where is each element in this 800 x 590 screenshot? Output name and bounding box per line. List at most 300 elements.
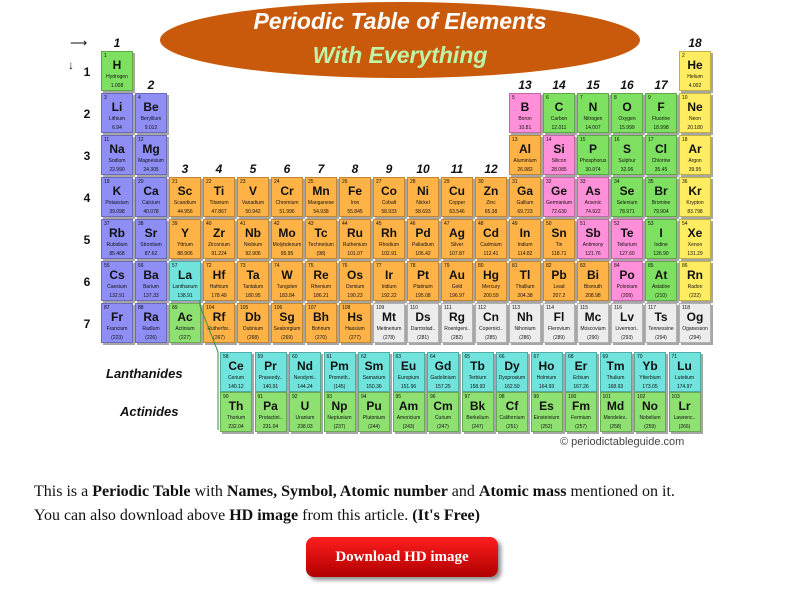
element-symbol: Ts xyxy=(654,310,668,324)
atomic-mass: 132.91 xyxy=(109,293,125,299)
atomic-mass: 178.49 xyxy=(211,293,227,299)
atomic-number: 88 xyxy=(138,305,144,311)
element-symbol: Tc xyxy=(314,226,328,240)
element-symbol: Sn xyxy=(551,226,567,240)
atomic-mass: 121.76 xyxy=(585,251,601,257)
element-cell-er xyxy=(565,352,597,392)
element-symbol: Cd xyxy=(483,226,499,240)
element-name: Cerium xyxy=(227,375,245,381)
atomic-number: 27 xyxy=(376,179,382,185)
atomic-number: 97 xyxy=(464,394,471,400)
element-name: Krypton xyxy=(686,200,704,206)
atomic-number: 30 xyxy=(478,179,484,185)
atomic-number: 7 xyxy=(580,95,583,101)
element-name: Moscovium xyxy=(580,326,606,332)
element-cell-bk xyxy=(462,392,494,432)
element-symbol: Sm xyxy=(364,359,384,373)
element-symbol: W xyxy=(281,268,293,282)
atomic-mass: 58.693 xyxy=(415,209,431,215)
atomic-number: 57 xyxy=(172,263,178,269)
element-symbol: Ni xyxy=(417,184,429,198)
atomic-number: 22 xyxy=(206,179,212,185)
atomic-mass: (281) xyxy=(417,335,429,341)
period-number: 1 xyxy=(83,65,91,79)
atomic-mass: (268) xyxy=(247,335,259,341)
atomic-number: 18 xyxy=(682,137,688,143)
atomic-mass: 51.996 xyxy=(279,209,295,215)
atomic-mass: (290) xyxy=(587,335,599,341)
element-cell-tb xyxy=(462,352,494,392)
element-symbol: Es xyxy=(539,399,554,413)
element-name: Palladium xyxy=(412,242,434,248)
atomic-mass: (222) xyxy=(689,293,701,299)
element-name: Aluminium xyxy=(513,158,537,164)
atomic-number: 13 xyxy=(512,137,518,143)
atomic-number: 118 xyxy=(682,305,690,311)
atomic-mass: 162.50 xyxy=(504,384,520,390)
element-symbol: Rb xyxy=(109,226,125,240)
element-symbol: Ga xyxy=(516,184,533,198)
element-symbol: Sc xyxy=(177,184,193,198)
element-name: Terbium xyxy=(468,375,487,381)
atomic-mass: (247) xyxy=(471,424,484,430)
atomic-mass: 164.93 xyxy=(538,384,555,390)
atomic-mass: 47.867 xyxy=(211,209,227,215)
atomic-mass: 158.93 xyxy=(469,384,486,390)
element-name: Thallium xyxy=(515,284,535,290)
atomic-number: 64 xyxy=(430,354,436,360)
atomic-number: 26 xyxy=(342,179,348,185)
atomic-number: 46 xyxy=(410,221,416,227)
element-symbol: As xyxy=(585,184,601,198)
element-symbol: Be xyxy=(143,100,159,114)
group-number: 18 xyxy=(688,36,702,50)
group-number: 13 xyxy=(518,78,532,92)
element-name: Yttrium xyxy=(177,242,193,248)
element-cell-ce xyxy=(220,352,252,392)
element-symbol: Fe xyxy=(347,184,362,198)
atomic-number: 93 xyxy=(326,394,333,400)
element-symbol: La xyxy=(177,268,192,282)
period-number: 4 xyxy=(83,191,91,205)
element-name: Beryllium xyxy=(140,116,162,122)
element-name: Rutherfor.. xyxy=(207,326,231,332)
atomic-number: 52 xyxy=(614,221,620,227)
element-name: Barium xyxy=(143,284,159,290)
element-symbol: Ir xyxy=(384,268,393,282)
element-name: Molybdenum xyxy=(272,242,302,248)
element-symbol: Bi xyxy=(587,268,599,282)
element-symbol: Cu xyxy=(449,184,465,198)
atomic-mass: 44.956 xyxy=(177,209,193,215)
element-name: Plutonium xyxy=(362,415,386,421)
atomic-mass: 138.91 xyxy=(177,293,193,299)
atomic-number: 99 xyxy=(533,394,540,400)
element-name: Europium xyxy=(397,375,420,381)
atomic-number: 40 xyxy=(206,221,212,227)
credit-text: © periodictableguide.com xyxy=(560,436,685,448)
element-name: Thorium xyxy=(226,415,246,421)
atomic-number: 1 xyxy=(104,53,107,59)
atomic-mass: 107.87 xyxy=(449,251,465,257)
atomic-mass: (282) xyxy=(451,335,463,341)
element-cell-th xyxy=(220,392,252,432)
element-symbol: Ho xyxy=(538,359,555,373)
element-name: Hassium xyxy=(345,326,365,332)
element-symbol: Ru xyxy=(347,226,363,240)
atomic-mass: 72.630 xyxy=(551,209,567,215)
atomic-mass: 20.180 xyxy=(687,125,703,131)
element-symbol: Se xyxy=(619,184,635,198)
element-symbol: Ra xyxy=(143,310,159,324)
element-name: Americium xyxy=(396,415,421,421)
element-name: Polonium xyxy=(616,284,638,290)
element-symbol: Np xyxy=(331,399,348,413)
element-symbol: Md xyxy=(606,399,625,413)
element-name: Einsteinium xyxy=(533,415,560,421)
atomic-mass: 39.95 xyxy=(688,167,702,173)
atomic-number: 6 xyxy=(546,95,549,101)
atomic-mass: 167.26 xyxy=(573,384,589,390)
element-cell-cm xyxy=(427,392,459,432)
element-cell-nd xyxy=(289,352,321,392)
element-symbol: Pb xyxy=(551,268,567,282)
atomic-number: 33 xyxy=(580,179,586,185)
element-name: Silver xyxy=(450,242,464,248)
atomic-number: 44 xyxy=(342,221,348,227)
element-symbol: Re xyxy=(313,268,329,282)
element-name: Boron xyxy=(518,116,532,122)
period-number: 3 xyxy=(83,149,91,163)
atomic-number: 115 xyxy=(580,305,588,311)
element-name: Silicon xyxy=(551,158,567,164)
element-name: Nitrogen xyxy=(583,116,603,122)
element-name: Potassium xyxy=(105,200,129,206)
group-number: 5 xyxy=(249,162,257,176)
element-symbol: Nh xyxy=(517,310,533,324)
atomic-number: 92 xyxy=(292,394,298,400)
element-symbol: S xyxy=(622,142,631,156)
text-segment: with xyxy=(190,483,227,500)
atomic-mass: 157.25 xyxy=(435,384,451,390)
atomic-mass: 88.906 xyxy=(177,251,193,257)
element-symbol: Xe xyxy=(687,226,703,240)
element-symbol: Rh xyxy=(381,226,397,240)
atomic-mass: 102.91 xyxy=(381,251,397,257)
element-cell-lu xyxy=(669,352,701,392)
element-symbol: Y xyxy=(180,226,189,240)
atomic-mass: 92.906 xyxy=(245,251,261,257)
element-name: Platinum xyxy=(413,284,433,290)
group-number: 15 xyxy=(586,78,600,92)
element-name: Gallium xyxy=(516,200,534,206)
element-name: Seaborgium xyxy=(273,326,301,332)
element-cell-yb xyxy=(634,352,666,392)
element-symbol: I xyxy=(659,226,663,240)
atomic-number: 86 xyxy=(682,263,688,269)
element-name: Titanium xyxy=(209,200,229,206)
element-name: Californium xyxy=(499,415,525,421)
element-symbol: N xyxy=(588,100,598,114)
element-symbol: Pr xyxy=(264,359,277,373)
atomic-mass: 87.62 xyxy=(144,251,158,257)
atomic-number: 65 xyxy=(464,354,471,360)
atomic-number: 82 xyxy=(546,263,552,269)
atomic-mass: (237) xyxy=(333,424,346,430)
element-symbol: Cl xyxy=(655,142,667,156)
atomic-mass: (226) xyxy=(145,335,157,341)
element-name: Radium xyxy=(142,326,160,332)
atomic-mass: 85.468 xyxy=(109,251,125,257)
atomic-number: 94 xyxy=(361,394,367,400)
element-name: Lawrenc.. xyxy=(673,415,696,421)
atomic-mass: 14.007 xyxy=(585,125,601,131)
atomic-mass: 190.23 xyxy=(347,293,363,299)
element-name: Magnesium xyxy=(138,158,164,164)
emphasis-text: Periodic Table xyxy=(92,483,191,500)
atomic-number: 8 xyxy=(614,95,617,101)
element-name: Hydrogen xyxy=(106,74,128,80)
element-cell-np xyxy=(324,392,356,432)
element-symbol: Db xyxy=(245,310,261,324)
atomic-mass: 232.04 xyxy=(228,424,244,430)
download-hd-image-button[interactable]: Download HD image xyxy=(306,537,498,577)
page-title: Periodic Table of Elements xyxy=(253,8,547,34)
atomic-number: 104 xyxy=(206,305,215,311)
atomic-number: 17 xyxy=(648,137,654,143)
atomic-mass: 131.29 xyxy=(687,251,703,257)
atomic-mass: 55.845 xyxy=(347,209,363,215)
atomic-mass: 4.002 xyxy=(688,83,702,89)
group-number: 17 xyxy=(654,78,668,92)
atomic-mass: 207.2 xyxy=(552,293,566,299)
element-name: Arsenic xyxy=(584,200,602,206)
atomic-number: 19 xyxy=(104,179,110,185)
lanthanides-label: Lanthanides xyxy=(106,366,183,381)
text-segment: and xyxy=(447,483,479,500)
text-segment: from this article. xyxy=(298,507,413,524)
atomic-number: 89 xyxy=(172,305,178,311)
group-number: 9 xyxy=(385,162,393,176)
element-name: Lead xyxy=(553,284,565,290)
element-name: Lithium xyxy=(108,116,126,122)
element-name: Argon xyxy=(688,158,702,164)
element-name: Zirconium xyxy=(208,242,230,248)
element-name: Neodymi.. xyxy=(293,375,317,381)
atomic-number: 11 xyxy=(104,137,110,143)
atomic-number: 105 xyxy=(240,305,249,311)
element-symbol: Ti xyxy=(213,184,225,198)
element-name: Uranium xyxy=(295,415,315,421)
atomic-number: 96 xyxy=(430,394,436,400)
element-name: Oganesson xyxy=(682,326,708,332)
element-symbol: Mo xyxy=(278,226,296,240)
atomic-number: 91 xyxy=(257,394,264,400)
atomic-mass: (257) xyxy=(575,424,587,430)
atomic-number: 4 xyxy=(138,95,141,101)
atomic-mass: 118.71 xyxy=(551,251,567,257)
emphasis-text: Atomic mass xyxy=(478,483,567,500)
group-number: 8 xyxy=(351,162,359,176)
element-name: Prometh.. xyxy=(328,375,351,381)
element-name: Vanadium xyxy=(241,200,265,206)
atomic-mass: (247) xyxy=(437,424,449,430)
text-segment: mentioned on it. xyxy=(566,483,675,500)
group-number: 6 xyxy=(283,162,291,176)
element-symbol: Am xyxy=(398,399,419,413)
element-symbol: Hs xyxy=(347,310,363,324)
atomic-mass: (251) xyxy=(506,424,518,430)
atomic-mass: (227) xyxy=(179,335,191,341)
atomic-number: 79 xyxy=(444,263,450,269)
atomic-number: 10 xyxy=(682,95,688,101)
element-name: Darmstad.. xyxy=(410,326,436,332)
atomic-number: 102 xyxy=(637,394,646,400)
atomic-mass: 32.06 xyxy=(620,167,634,173)
atomic-number: 54 xyxy=(682,221,688,227)
element-symbol: Eu xyxy=(400,359,417,373)
atomic-number: 110 xyxy=(410,305,418,311)
atomic-number: 73 xyxy=(240,263,246,269)
element-name: Rhodium xyxy=(378,242,399,248)
atomic-number: 111 xyxy=(444,305,452,311)
element-symbol: Ba xyxy=(143,268,159,282)
element-symbol: Fl xyxy=(553,310,565,324)
period-number: 5 xyxy=(83,233,91,247)
element-cell-pa xyxy=(255,392,287,432)
atomic-number: 70 xyxy=(637,354,643,360)
atomic-number: 81 xyxy=(512,263,518,269)
atomic-mass: 140.91 xyxy=(262,384,279,390)
element-name: Francium xyxy=(106,326,128,332)
group-number: 16 xyxy=(620,78,634,92)
atomic-mass: 183.84 xyxy=(279,293,295,299)
element-name: Hafnium xyxy=(209,284,229,290)
atomic-mass: 24.305 xyxy=(143,167,159,173)
element-symbol: At xyxy=(654,268,668,282)
element-symbol: Bh xyxy=(313,310,329,324)
atomic-mass: 200.59 xyxy=(483,293,499,299)
atomic-number: 3 xyxy=(104,95,107,101)
element-cell-sm xyxy=(358,352,390,392)
element-cell-lr xyxy=(669,392,701,432)
atomic-mass: 151.96 xyxy=(400,384,417,390)
atomic-mass: 195.08 xyxy=(415,293,431,299)
atomic-number: 62 xyxy=(361,354,367,360)
element-name: Tungsten xyxy=(276,284,298,290)
element-name: Nickel xyxy=(416,200,430,206)
atomic-mass: (252) xyxy=(540,424,553,430)
element-name: Nihonium xyxy=(514,326,536,332)
element-name: Protactini.. xyxy=(258,415,283,421)
element-name: Caesium xyxy=(107,284,127,290)
period-arrow-icon: ↓ xyxy=(68,58,74,72)
element-symbol: Cs xyxy=(109,268,125,282)
atomic-mass: 6.94 xyxy=(112,125,122,131)
element-symbol: Ds xyxy=(415,310,431,324)
element-name: Strontium xyxy=(140,242,162,248)
element-name: Lanthanum xyxy=(172,284,198,290)
atomic-mass: (293) xyxy=(621,335,633,341)
atomic-mass: 101.07 xyxy=(347,251,363,257)
element-cell-gd xyxy=(427,352,459,392)
element-symbol: Ar xyxy=(688,142,702,156)
description-line-1 xyxy=(34,480,794,504)
element-cell-cf xyxy=(496,392,528,432)
atomic-number: 85 xyxy=(648,263,654,269)
atomic-number: 45 xyxy=(376,221,382,227)
element-symbol: Cn xyxy=(483,310,499,324)
atomic-number: 16 xyxy=(614,137,620,143)
element-symbol: K xyxy=(112,184,122,198)
element-name: Ruthenium xyxy=(342,242,368,248)
atomic-number: 42 xyxy=(274,221,280,227)
element-symbol: Mn xyxy=(312,184,330,198)
atomic-mass: 12.011 xyxy=(551,125,567,131)
element-name: Chlorine xyxy=(651,158,671,164)
element-symbol: Pa xyxy=(263,399,278,413)
atomic-number: 12 xyxy=(138,137,144,143)
element-name: Actinium xyxy=(175,326,195,332)
element-symbol: Cr xyxy=(280,184,294,198)
atomic-mass: 204.38 xyxy=(517,293,533,299)
element-name: Praseody.. xyxy=(258,375,283,381)
element-cell-pm xyxy=(324,352,356,392)
element-symbol: Pu xyxy=(366,399,382,413)
atomic-mass: 137.33 xyxy=(143,293,159,299)
element-symbol: Pd xyxy=(415,226,431,240)
element-name: Xenon xyxy=(687,242,703,248)
element-symbol: Ta xyxy=(246,268,260,282)
atomic-mass: (269) xyxy=(281,335,293,341)
element-symbol: Ne xyxy=(687,100,703,114)
atomic-number: 51 xyxy=(580,221,586,227)
element-symbol: He xyxy=(687,58,703,72)
element-symbol: B xyxy=(520,100,530,114)
atomic-mass: 114.82 xyxy=(517,251,533,257)
element-name: Neon xyxy=(689,116,701,122)
element-cell-dy xyxy=(496,352,528,392)
atomic-mass: 28.085 xyxy=(551,167,567,173)
atomic-mass: 78.971 xyxy=(619,209,635,215)
element-name: Erbium xyxy=(573,375,589,381)
element-name: Technetium xyxy=(308,242,334,248)
atomic-mass: 144.24 xyxy=(297,384,313,390)
atomic-number: 72 xyxy=(206,263,212,269)
element-name: Mendelev.. xyxy=(603,415,628,421)
group-number: 14 xyxy=(552,78,566,92)
atomic-number: 53 xyxy=(648,221,654,227)
atomic-number: 116 xyxy=(614,305,622,311)
atomic-number: 74 xyxy=(274,263,280,269)
atomic-mass: 174.97 xyxy=(676,384,693,390)
element-name: Gold xyxy=(451,284,463,290)
element-symbol: P xyxy=(588,142,597,156)
element-name: Berkelium xyxy=(466,415,489,421)
atomic-mass: 238.03 xyxy=(297,424,313,430)
atomic-number: 60 xyxy=(292,354,298,360)
atomic-number: 43 xyxy=(308,221,314,227)
element-name: Iodine xyxy=(654,242,668,248)
atomic-number: 49 xyxy=(512,221,518,227)
atomic-number: 29 xyxy=(444,179,450,185)
element-name: Chromium xyxy=(275,200,299,206)
atomic-number: 55 xyxy=(104,263,110,269)
atomic-mass: 83.798 xyxy=(687,209,703,215)
element-name: Helium xyxy=(687,74,703,80)
element-symbol: C xyxy=(554,100,564,114)
atomic-mass: 40.078 xyxy=(143,209,159,215)
